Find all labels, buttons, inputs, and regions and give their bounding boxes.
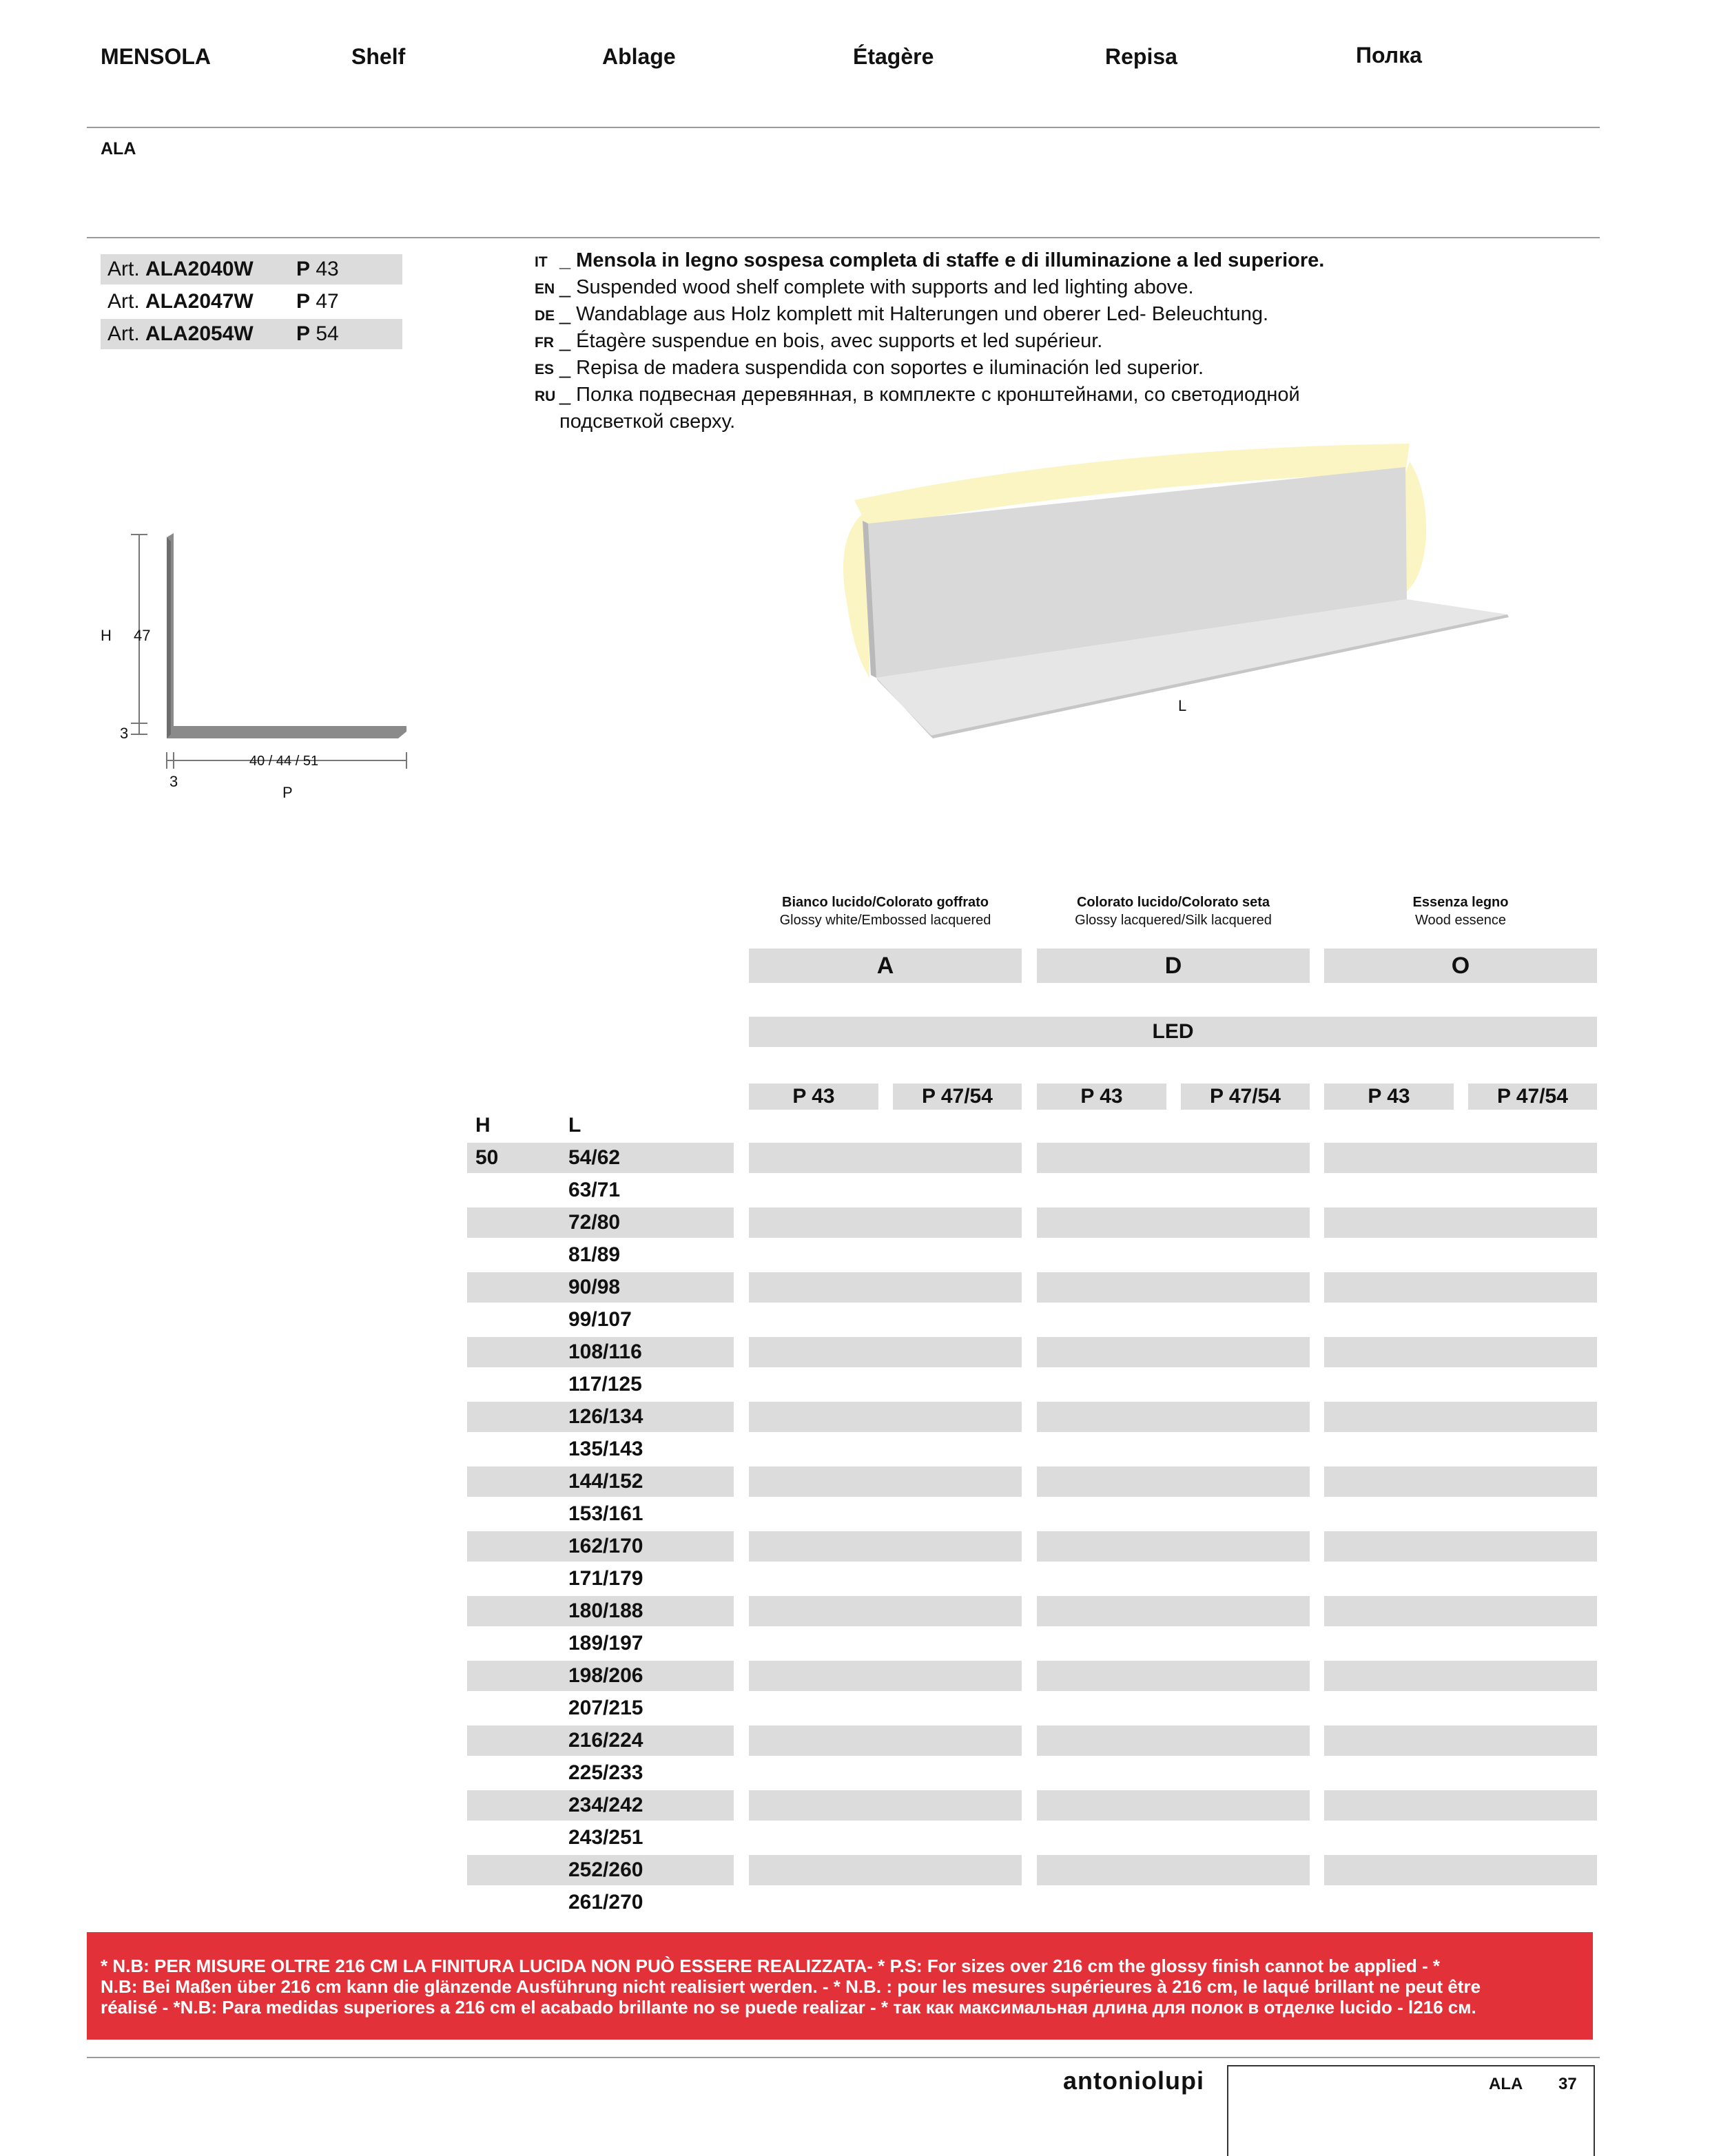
title-ru: Полка: [1356, 43, 1422, 68]
title-it: MENSOLA: [101, 44, 211, 69]
depth-label: P: [296, 322, 311, 345]
price-cell: [1324, 1725, 1597, 1756]
description-de: [535, 302, 1324, 329]
table-length: 216/224: [568, 1729, 643, 1752]
table-length: 225/233: [568, 1761, 643, 1784]
price-cell: [1037, 1143, 1310, 1173]
description-text: подсветкой сверху.: [559, 411, 736, 433]
page-number: 37: [1558, 2075, 1577, 2093]
price-cell: [1324, 1402, 1597, 1432]
article-prefix: Art.: [107, 290, 140, 313]
price-cell: [749, 1272, 1022, 1303]
price-cell: [1324, 1790, 1597, 1821]
table-length: 234/242: [568, 1794, 643, 1816]
finish-name-it: Bianco lucido/Colorato goffrato: [782, 895, 989, 910]
footer-divider: [87, 2057, 1600, 2058]
header-divider: [87, 127, 1600, 128]
price-cell: [1324, 1272, 1597, 1303]
lang-code: RU: [535, 388, 556, 404]
footer-box: [1227, 2065, 1595, 2156]
lang-code: FR: [535, 335, 554, 351]
section-divider: [87, 237, 1600, 238]
table-h-value: 50: [475, 1146, 499, 1169]
shelf-3d-render: [827, 434, 1516, 758]
table-length: 171/179: [568, 1567, 643, 1590]
price-cell: [1324, 1855, 1597, 1885]
description-es: [535, 355, 1324, 382]
price-cell: [1324, 1337, 1597, 1367]
table-length: 126/134: [568, 1405, 643, 1428]
price-cell: [1037, 1337, 1310, 1367]
table-length: 207/215: [568, 1697, 643, 1719]
price-cell: [1037, 1531, 1310, 1562]
title-de: Ablage: [602, 44, 676, 69]
depth-value: 47: [316, 290, 339, 313]
finish-name-it: Colorato lucido/Colorato seta: [1076, 895, 1270, 910]
finish-name-en: Wood essence: [1415, 913, 1506, 928]
description-text: _ Suspended wood shelf complete with supports and led lighting above.: [559, 276, 1194, 298]
depth-col-a-43: P 43: [749, 1084, 878, 1110]
description-fr: [535, 329, 1324, 355]
description-text: _ Mensola in legno sospesa completa di staffe e di illuminazione a led superiore.: [559, 249, 1325, 271]
price-cell: [749, 1725, 1022, 1756]
description-text: _ Полка подвесная деревянная, в комплекте с кронштейнами, со светодиодной: [559, 384, 1300, 406]
depth-value: 43: [316, 258, 339, 280]
price-cell: [749, 1337, 1022, 1367]
article-row: [101, 287, 402, 317]
shelf-profile-drawing: [90, 524, 420, 813]
price-cell: [749, 1855, 1022, 1885]
price-cell: [1037, 1790, 1310, 1821]
finish-header-d: [1037, 893, 1310, 929]
thickness-left: 3: [120, 725, 129, 742]
thickness-bottom: 3: [169, 773, 178, 790]
description-ru: [535, 382, 1324, 409]
price-cell: [1037, 1207, 1310, 1238]
notice-box: [87, 1932, 1593, 2040]
description-en: [535, 275, 1324, 302]
table-length: 90/98: [568, 1276, 621, 1298]
price-cell: [1324, 1466, 1597, 1497]
notice-line: * N.B: PER MISURE OLTRE 216 CM LA FINITURA LUCIDA NON PUÒ ESSERE REALIZZATA- * P.S: For sizes over 216 cm the glossy finish cannot be applied - *: [101, 1956, 1441, 1976]
table-length: 144/152: [568, 1470, 643, 1493]
price-cell: [1037, 1402, 1310, 1432]
price-cell: [749, 1531, 1022, 1562]
table-l-header: L: [568, 1114, 581, 1137]
price-cell: [1037, 1272, 1310, 1303]
price-cell: [1324, 1143, 1597, 1173]
finish-name-it: Essenza legno: [1412, 895, 1509, 910]
table-length: 243/251: [568, 1826, 643, 1849]
table-length: 108/116: [568, 1340, 642, 1363]
price-cell: [1037, 1661, 1310, 1691]
height-label: H: [101, 627, 112, 644]
price-cell: [749, 1402, 1022, 1432]
depth-values: 40 / 44 / 51: [249, 754, 319, 769]
table-length: 180/188: [568, 1599, 643, 1622]
height-value: 47: [134, 627, 151, 644]
price-cell: [749, 1596, 1022, 1626]
table-length: 81/89: [568, 1243, 621, 1266]
price-cell: [749, 1466, 1022, 1497]
table-length: 153/161: [568, 1502, 643, 1525]
title-fr: Étagère: [853, 44, 934, 69]
table-length: 162/170: [568, 1535, 643, 1557]
depth-col-o-43: P 43: [1324, 1084, 1454, 1110]
depth-col-d-47: P 47/54: [1181, 1084, 1310, 1110]
article-row: [101, 319, 402, 349]
article-prefix: Art.: [107, 258, 140, 280]
finish-header-a: [749, 893, 1022, 929]
article-code: ALA2054W: [145, 322, 254, 345]
p-label: P: [282, 784, 293, 801]
depth-col-a-47: P 47/54: [893, 1084, 1022, 1110]
description-ru-cont: [535, 409, 1324, 435]
table-length: 198/206: [568, 1664, 643, 1687]
price-cell: [1037, 1596, 1310, 1626]
footer-section: ALA: [1489, 2075, 1523, 2093]
price-cell: [749, 1790, 1022, 1821]
lang-code: ES: [535, 362, 555, 377]
depth-label: P: [296, 258, 311, 280]
table-length: 72/80: [568, 1211, 621, 1234]
finish-code-a: A: [749, 949, 1022, 983]
depth-col-d-43: P 43: [1037, 1084, 1166, 1110]
table-length: 189/197: [568, 1632, 643, 1655]
price-cell: [1324, 1596, 1597, 1626]
depth-value: 54: [316, 322, 339, 345]
table-length: 252/260: [568, 1858, 643, 1881]
notice-line: N.B: Bei Maßen über 216 cm kann die glänzende Ausführung nicht realisiert werden. - * N.B. : pour les mesures supérieures à 216 cm, le laqué brillant ne peut être: [101, 1976, 1481, 1997]
length-label: L: [1178, 697, 1187, 714]
depth-label: P: [296, 290, 311, 313]
article-code: ALA2040W: [145, 258, 254, 280]
led-bar: LED: [749, 1017, 1597, 1047]
article-code: ALA2047W: [145, 290, 254, 313]
price-cell: [749, 1207, 1022, 1238]
brand-logo: antoniolupi: [1063, 2066, 1204, 2095]
price-cell: [1324, 1531, 1597, 1562]
price-cell: [749, 1661, 1022, 1691]
table-length: 54/62: [568, 1146, 621, 1169]
title-en: Shelf: [351, 44, 406, 69]
description-text: _ Étagère suspendue en bois, avec supports et led supérieur.: [559, 330, 1103, 352]
description-it: [535, 248, 1324, 275]
lang-code: EN: [535, 281, 555, 297]
price-cell: [1324, 1207, 1597, 1238]
finish-name-en: Glossy lacquered/Silk lacquered: [1075, 913, 1272, 928]
article-row: [101, 254, 402, 284]
price-cell: [1037, 1855, 1310, 1885]
finish-code-o: O: [1324, 949, 1597, 983]
table-h-header: H: [475, 1114, 491, 1137]
description-text: _ Wandablage aus Holz komplett mit Halterungen und oberer Led- Beleuchtung.: [559, 303, 1269, 325]
depth-col-o-47: P 47/54: [1468, 1084, 1597, 1110]
lang-code: IT: [535, 254, 548, 270]
title-es: Repisa: [1105, 44, 1177, 69]
notice-line: réalisé - *N.B: Para medidas superiores a 216 cm el acabado brillante no se puede realizar - * так как максимальная длина для полок в отделке lucido - l216 см.: [101, 1997, 1476, 2018]
price-cell: [1324, 1661, 1597, 1691]
section-label: ALA: [101, 139, 136, 158]
lang-code: DE: [535, 308, 555, 324]
description-text: _ Repisa de madera suspendida con soportes e iluminación led superior.: [559, 357, 1204, 379]
table-length: 63/71: [568, 1179, 621, 1201]
article-prefix: Art.: [107, 322, 140, 345]
finish-code-d: D: [1037, 949, 1310, 983]
finish-name-en: Glossy white/Embossed lacquered: [779, 913, 991, 928]
table-length: 135/143: [568, 1438, 643, 1460]
table-length: 99/107: [568, 1308, 632, 1331]
finish-header-o: [1324, 893, 1597, 929]
table-length: 117/125: [568, 1373, 642, 1396]
price-cell: [1037, 1466, 1310, 1497]
price-cell: [749, 1143, 1022, 1173]
description-block: [535, 248, 1324, 435]
price-cell: [1037, 1725, 1310, 1756]
table-length: 261/270: [568, 1891, 643, 1914]
